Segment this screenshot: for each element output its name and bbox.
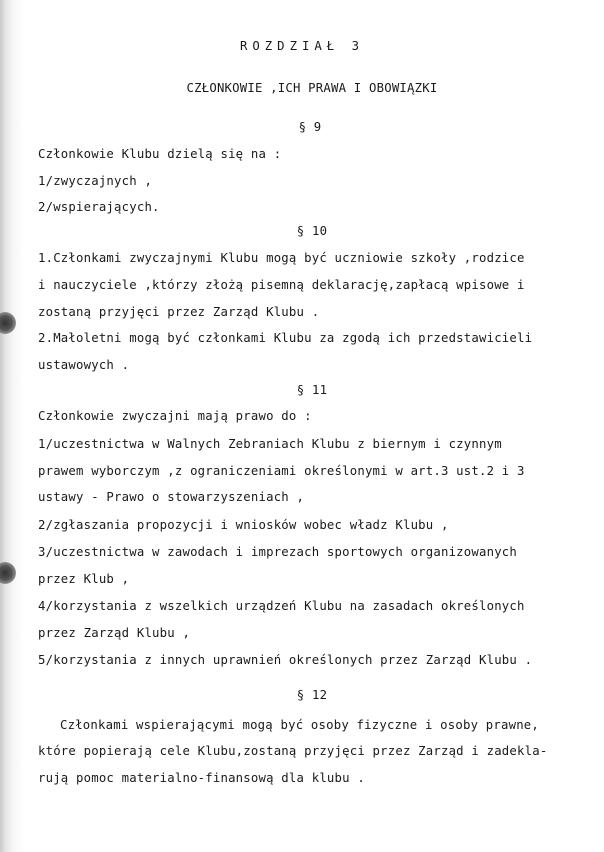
text-line: przez Zarząd Klubu , xyxy=(38,626,191,640)
text-line: rują pomoc materialno-finansową dla klubu . xyxy=(38,771,365,785)
text-line: 1/zwyczajnych , xyxy=(38,174,153,188)
text-line: ustawy - Prawo o stowarzyszeniach , xyxy=(38,490,305,504)
text-line: Członkowie zwyczajni mają prawo do : xyxy=(38,409,312,423)
text-line: 1.Członkami zwyczajnymi Klubu mogą być uczniowie szkoły ,rodzice xyxy=(38,251,525,265)
section-label: § 11 xyxy=(296,383,328,397)
text-line: i nauczyciele ,którzy złożą pisemną deklarację,zapłacą wpisowe i xyxy=(38,278,525,292)
punch-hole-bottom xyxy=(0,562,16,584)
section-label: § 10 xyxy=(296,224,328,238)
text-line: 2/zgłaszania propozycji i wniosków wobec władz Klubu , xyxy=(38,518,449,532)
chapter-title: CZŁONKOWIE ,ICH PRAWA I OBOWIĄZKI xyxy=(186,81,438,95)
text-line: 4/korzystania z wszelkich urządzeń Klubu na zasadach określonych xyxy=(38,599,525,613)
text-line: 2/wspierających. xyxy=(38,200,160,214)
text-line: 1/uczestnictwa w Walnych Zebraniach Klubu z biernym i czynnym xyxy=(38,437,502,451)
text-line: 2.Małoletni mogą być członkami Klubu za zgodą ich przedstawicieli xyxy=(38,331,533,345)
text-line: Członkowie Klubu dzielą się na : xyxy=(38,147,282,161)
text-line: Członkami wspierającymi mogą być osoby fizyczne i osoby prawne, xyxy=(60,718,540,732)
text-line: prawem wyborczym ,z ograniczeniami określonymi w art.3 ust.2 i 3 xyxy=(38,464,525,478)
text-line: ustawowych . xyxy=(38,358,130,372)
chapter-heading: ROZDZIAŁ 3 xyxy=(239,39,365,53)
text-line: 3/uczestnictwa w zawodach i imprezach sportowych organizowanych xyxy=(38,545,518,559)
text-line: 5/korzystania z innych uprawnień określonych przez Zarząd Klubu . xyxy=(38,653,533,667)
text-line: przez Klub , xyxy=(38,572,130,586)
text-line: zostaną przyjęci przez Zarząd Klubu . xyxy=(38,305,320,319)
section-label: § 12 xyxy=(296,688,328,702)
text-line: które popierają cele Klubu,zostaną przyjęci przez Zarząd i zadekla- xyxy=(38,744,548,758)
punch-hole-top xyxy=(0,312,16,334)
section-label: § 9 xyxy=(298,120,322,134)
